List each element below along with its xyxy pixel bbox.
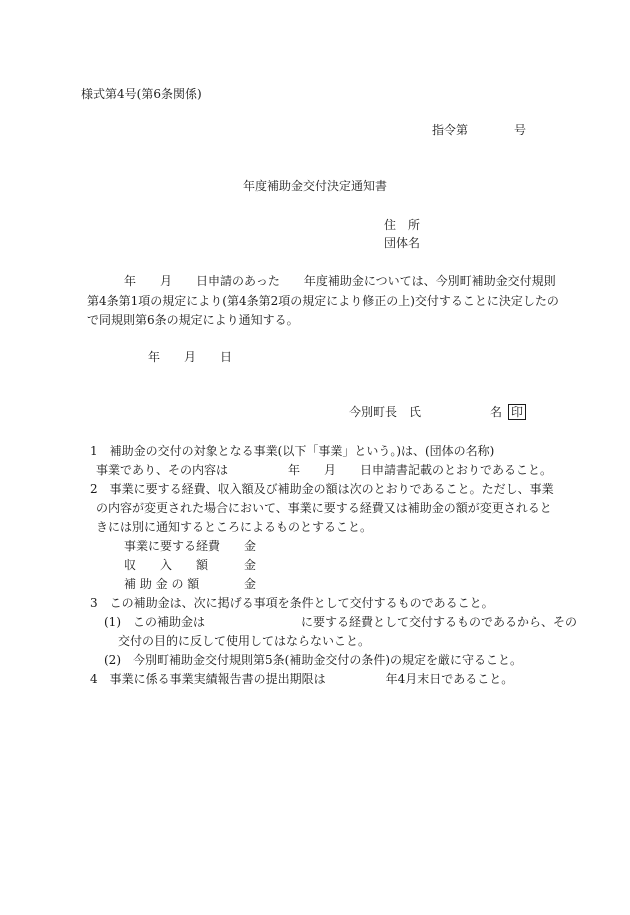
cost-label: 事業に要する経費	[124, 539, 221, 553]
condition-2-line-2: の内容が変更された場合において、事業に要する経費又は補助金の額が変更されると	[96, 501, 552, 515]
income-label: 収 入 額	[124, 558, 209, 572]
form-label: 様式第4号(第6条関係)	[81, 87, 202, 101]
yen-label: 金	[244, 577, 257, 591]
body-text-line: 第4条第1項の規定により(第4条第2項の規定により修正の上)交付することに決定したの	[87, 294, 559, 308]
yen-label: 金	[244, 539, 257, 553]
condition-3-line-1: 3 この補助金は、次に掲げる事項を条件として交付するものであること。	[90, 596, 494, 610]
condition-3-1-line-1: (1) この補助金は に要する経費として交付するものであるから、その	[104, 615, 578, 629]
condition-1-line-1: 1 補助金の交付の対象となる事業(以下「事業」という。)は、(団体の名称)	[90, 444, 495, 458]
body-text-line: 年 月 日申請のあった 年度補助金については、今別町補助金交付規則	[124, 274, 556, 288]
group-name-label: 団体名	[384, 236, 421, 250]
condition-2-line-1: 2 事業に要する経費、収入額及び補助金の額は次のとおりであること。ただし、事業	[90, 482, 554, 496]
yen-label: 金	[244, 558, 257, 572]
order-number-suffix: 号	[514, 123, 527, 137]
condition-3-2-line-1: (2) 今別町補助金交付規則第5条(補助金交付の条件)の規定を厳に守ること。	[104, 653, 522, 667]
condition-2-line-3: きには別に通知するところによるものとすること。	[96, 520, 373, 534]
order-number-prefix: 指令第	[432, 123, 469, 137]
subsidy-label: 補 助 金 の 額	[124, 577, 200, 591]
condition-3-1-line-2: 交付の目的に反して使用してはならないこと。	[118, 634, 371, 648]
issuer-name-label: 名	[490, 405, 503, 419]
address-label: 住 所	[384, 218, 421, 232]
date-line: 年 月 日	[148, 350, 233, 364]
issuer-title: 今別町長 氏	[349, 405, 422, 419]
issuer-name-area	[490, 404, 526, 420]
condition-1-line-2: 事業であり、その内容は 年 月 日申請書記載のとおりであること。	[96, 463, 553, 477]
body-text-line: で同規則第6条の規定により通知する。	[87, 313, 299, 327]
seal-mark: 印	[508, 404, 526, 420]
condition-4-line-1: 4 事業に係る事業実績報告書の提出期限は 年4月末日であること。	[90, 672, 514, 686]
document-title: 年度補助金交付決定通知書	[243, 179, 388, 193]
